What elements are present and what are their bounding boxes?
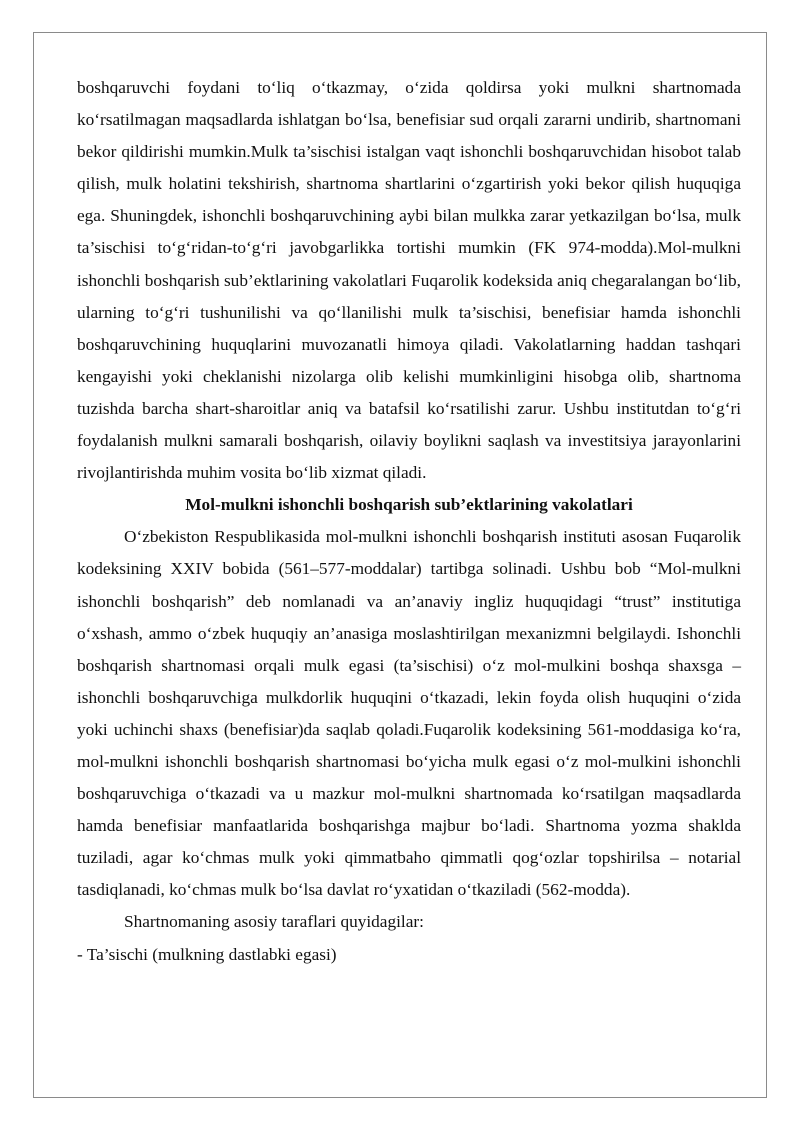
section-heading: Mol-mulkni ishonchli boshqarish sub’ektlarining vakolatlari (185, 495, 633, 515)
document-body (77, 72, 741, 971)
body-paragraph-1: boshqaruvchi foydani to‘liq o‘tkazmay, o‘zida qoldirsa yoki mulkni shartnomada ko‘rsatilmagan maqsadlarda ishlatgan bo‘lsa, benefisiar sud orqali zararni undirib, shartnomani bekor qildirishi mumkin.Mulk ta’sischisi istalgan vaqt ishonchli boshqaruvchidan hisobot talab qilish, mulk holatini tekshirish, shartnoma shartlarini o‘zgartirish yoki bekor qilish huquqiga ega. Shuningdek, ishonchli boshqaruvchining aybi bilan mulkka zarar yetkazilgan bo‘lsa, mulk ta’sischisi to‘g‘ridan-to‘g‘ri javobgarlikka tortishi mumkin (FK 974-modda).Mol-mulkni ishonchli boshqarish sub’ektlarining vakolatlari Fuqarolik kodeksida aniq chegaralangan bo‘lib, ularning to‘g‘ri tushunilishi va qo‘llanilishi mulk ta’sischisi, benefisiar hamda ishonchli boshqaruvchining huquqlarini muvozanatli himoya qiladi. Vakolatlarning haddan tashqari kengayishi yoki cheklanishi nizolarga olib kelishi mumkinligini hisobga olib, shartnoma tuzishda barcha shart-sharoitlar aniq va batafsil ko‘rsatilishi zarur. Ushbu institutdan to‘g‘ri foydalanish mulkni samarali boshqarish, oilaviy boylikni saqlash va investitsiya jarayonlarini rivojlantirishda muhim vosita bo‘lib xizmat qiladi. (77, 78, 741, 483)
body-paragraph-3: Shartnomaning asosiy taraflari quyidagilar: (124, 912, 424, 932)
list-item: - Ta’sischi (mulkning dastlabki egasi) (77, 944, 337, 964)
body-paragraph-2: O‘zbekiston Respublikasida mol-mulkni ishonchli boshqarish instituti asosan Fuqarolik kodeksining XXIV bobida (561–577-moddalar) tartibga solinadi. Ushbu bob “Mol-mulkni ishonchli boshqarish” deb nomlanadi va an’anaviy ingliz huquqidagi “trust” institutiga o‘xshash, ammo o‘zbek huquqiy an’anasiga moslashtirilgan mexanizmni belgilaydi. Ishonchli boshqarish shartnomasi orqali mulk egasi (ta’sischisi) o‘z mol-mulkini boshqa shaxsga – ishonchli boshqaruvchiga mulkdorlik huquqini o‘tkazadi, lekin foyda olish huquqini o‘zida yoki uchinchi shaxs (benefisiar)da saqlab qoladi.Fuqarolik kodeksining 561-moddasiga ko‘ra, mol-mulkni ishonchli boshqarish shartnomasi bo‘yicha mulk egasi o‘z mol-mulkini ishonchli boshqaruvchiga o‘tkazadi va u mazkur mol-mulkni shartnomada ko‘rsatilgan maqsadlarda hamda benefisiar manfaatlarida boshqarishga majbur bo‘ladi. Shartnoma yozma shaklda tuziladi, agar ko‘chmas mulk yoki qimmatbaho qimmatli qog‘ozlar topshirilsa – notarial tasdiqlanadi, ko‘chmas mulk bo‘lsa davlat ro‘yxatidan o‘tkaziladi (562-modda). (77, 527, 741, 900)
